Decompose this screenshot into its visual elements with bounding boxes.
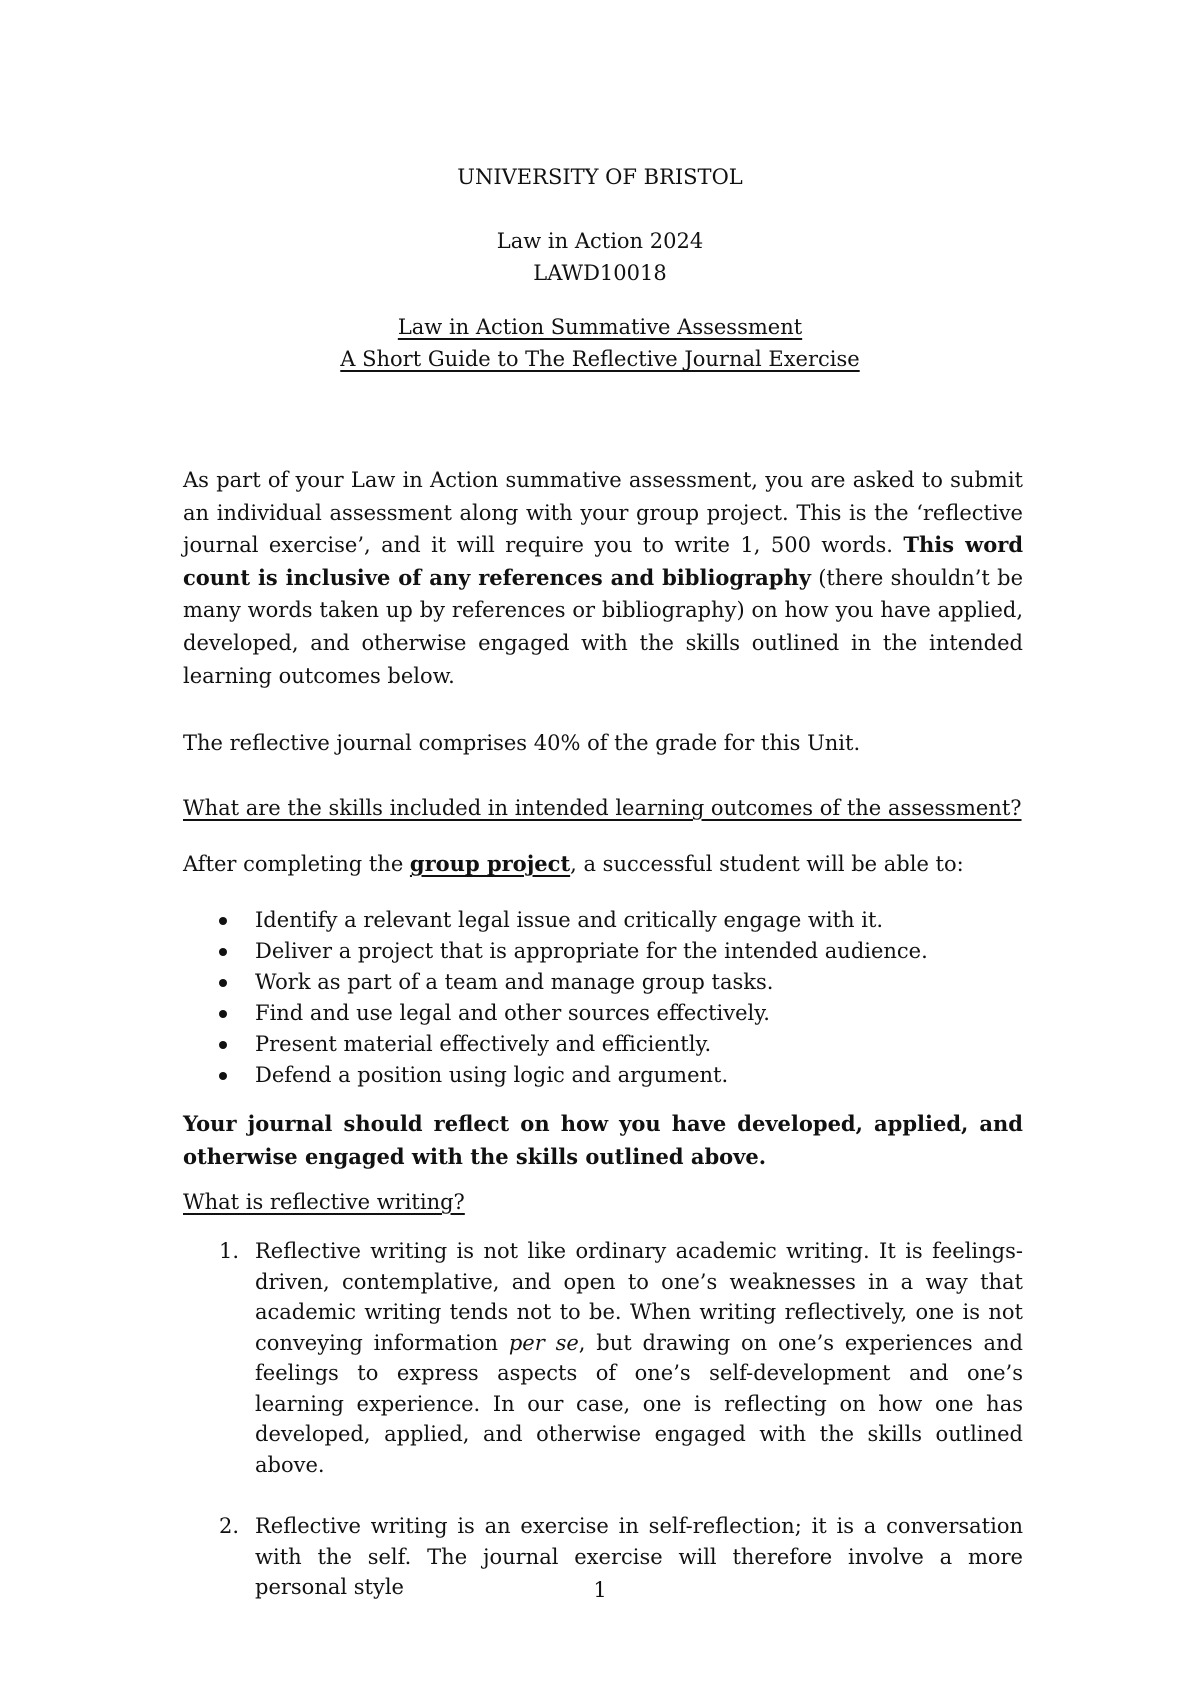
assessment-title: Law in Action Summative Assessment — [397, 315, 803, 339]
point-number: 1. — [219, 1239, 240, 1263]
skills-heading-section — [183, 792, 1023, 825]
intro-text-2: (there shouldn’t be many words taken up by references or bibliography) on how you have applied, developed, and otherwise engaged with the skills outlined in the intended learning outcomes below. — [183, 565, 1023, 688]
intro-section — [183, 464, 1023, 692]
intro-text-1: As part of your Law in Action summative assessment, you are asked to submit an individual assessment along with your group project. This is the ‘reflective journal exercise’, and it will require you to write 1, 500 words. — [183, 468, 1023, 558]
reflect-statement-section — [183, 1108, 1023, 1173]
bullet-icon — [219, 1010, 227, 1018]
word-count-note: This word count is inclusive of any references and bibliography — [183, 532, 1024, 590]
list-item: Work as part of a team and manage group tasks. — [183, 967, 1023, 998]
document-header — [0, 161, 1200, 375]
guide-subtitle: A Short Guide to The Reflective Journal Exercise — [340, 347, 860, 371]
skills-list-section — [183, 905, 1023, 1091]
after-section — [183, 848, 1023, 881]
list-item: Identify a relevant legal issue and critically engage with it. — [183, 905, 1023, 936]
reflective-points-list — [183, 1236, 1023, 1603]
course-code: LAWD10018 — [533, 261, 667, 285]
skills-list — [183, 905, 1023, 1091]
after-text-1: After completing the — [183, 852, 410, 876]
reflective-heading: What is reflective writing? — [183, 1190, 465, 1214]
skills-heading: What are the skills included in intended learning outcomes of the assessment? — [183, 796, 1022, 820]
after-text-2: , a successful student will be able to: — [570, 852, 964, 876]
list-item: Find and use legal and other sources effectively. — [183, 998, 1023, 1029]
list-item: Defend a position using logic and argument. — [183, 1060, 1023, 1091]
list-item: Deliver a project that is appropriate for the intended audience. — [183, 936, 1023, 967]
bullet-icon — [219, 979, 227, 987]
course-name: Law in Action 2024 — [496, 229, 704, 253]
group-project-emphasis: group project — [409, 851, 571, 876]
bullet-icon — [219, 1072, 227, 1080]
page-number: 1 — [593, 1578, 607, 1602]
university-name: UNIVERSITY OF BRISTOL — [457, 165, 743, 189]
after-paragraph — [183, 848, 1023, 881]
grade-note-section — [183, 727, 1023, 760]
bullet-icon — [219, 1041, 227, 1049]
intro-paragraph — [183, 464, 1023, 692]
bullet-icon — [219, 948, 227, 956]
reflective-points-section — [183, 1236, 1023, 1603]
reflect-statement: Your journal should reflect on how you have developed, applied, and otherwise engaged with the skills outlined above. — [183, 1111, 1023, 1169]
list-item: 2. Reflective writing is an exercise in self-reflection; it is a conversation with the self. The journal exercise will therefore involve a more personal style — [183, 1511, 1023, 1603]
list-item: 1. Reflective writing is not like ordinary academic writing. It is feelings-driven, contemplative, and open to one’s weaknesses in a way that academic writing tends not to be. When writing reflectively, one is not conveying information per se, but drawing on one’s experiences and feelings to express aspects of one’s self-development and one’s learning experience. In our case, one is reflecting on how one has developed, applied, and otherwise engaged with the skills outlined above. — [183, 1236, 1023, 1480]
grade-note: The reflective journal comprises 40% of the grade for this Unit. — [183, 731, 861, 755]
reflective-heading-section — [183, 1186, 1023, 1219]
list-item: Present material effectively and efficiently. — [183, 1029, 1023, 1060]
bullet-icon — [219, 917, 227, 925]
point-number: 2. — [219, 1514, 240, 1538]
